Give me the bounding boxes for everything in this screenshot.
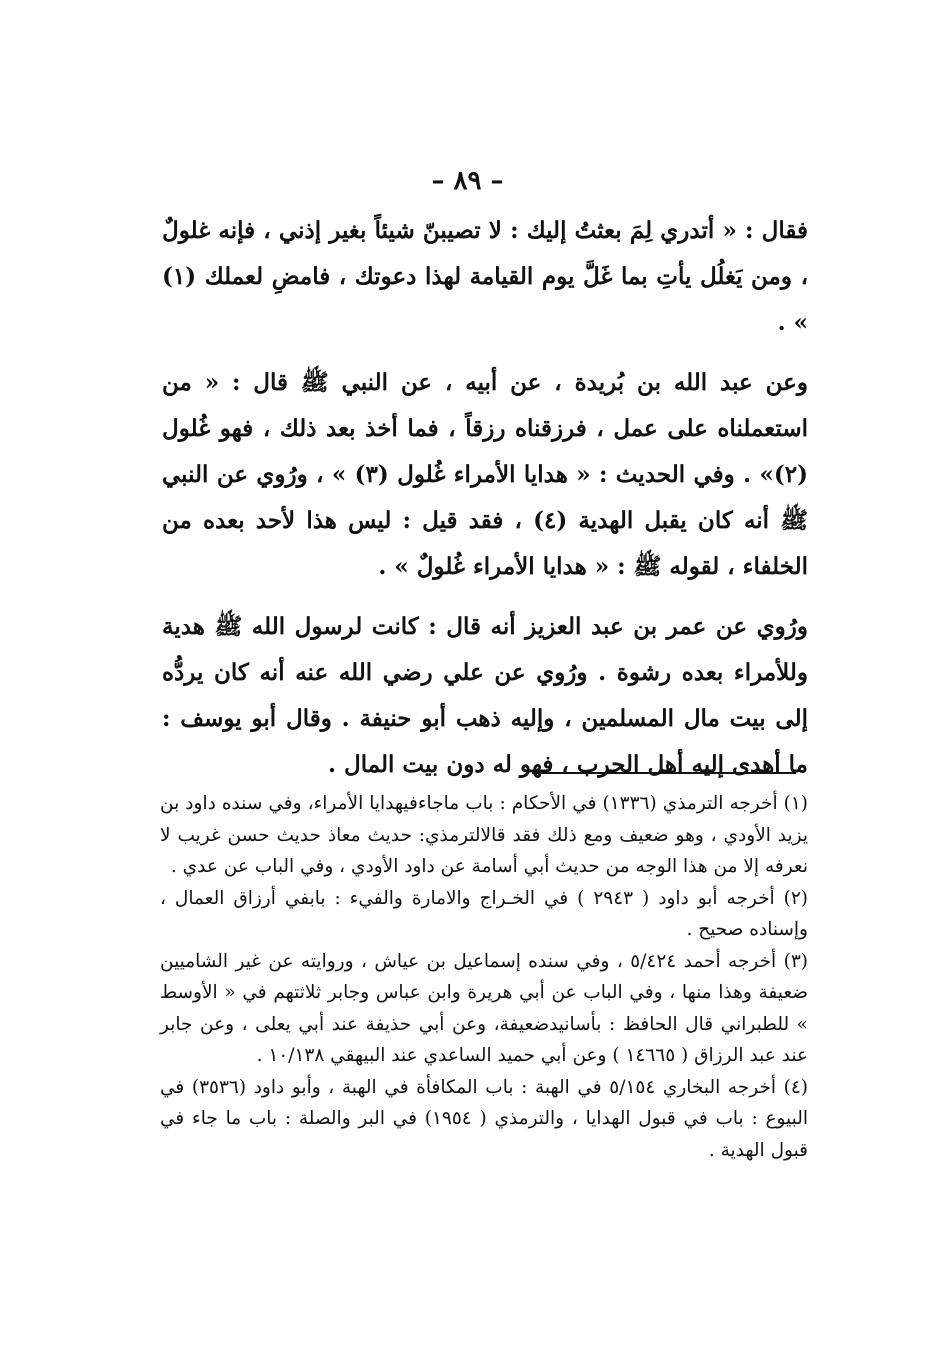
paragraph-2: وعن عبد الله بن بُريدة ، عن أبيه ، عن النبي ﷺ قال : « من استعملناه على عمل ، فرزقناه رزقاً ، فما أخذ بعد ذلك ، فهو غُلول (٢)» . وفي الحديث : « هدايا الأمراء غُلول (٣) » ، ورُوي عن النبي ﷺ أنه كان يقبل الهدية (٤) ، فقد قيل : ليس هذا لأحد بعده من الخلفاء ، لقوله ﷺ : « هدايا الأمراء غُلولٌ » . <box>162 369 809 580</box>
paragraph-1: فقال : « أتدري لِمَ بعثتُ إليك : لا تصيبنّ شيئاً بغير إذني ، فإنه غلولٌ ، ومن يَغلُل يأتِ بما غَلَّ يوم القيامة لهذا دعوتك ، فامضِ لعملك (١) » . <box>162 217 808 336</box>
page-number: – ٨٩ – <box>431 166 504 196</box>
footnote-1: (١) أخرجه الترمذي (١٣٣٦) في الأحكام : باب ماجاءفيهدايا الأمراء، وفي سنده داود بن يزيد الأودي ، وهو ضعيف ومع ذلك فقد قالالترمذي: حديث معاذ حديث حسن غريب لا نعرفه إلا من هذا الوجه من حديث أبي أسامة عن داود الأودي ، وفي الباب عن عدي . <box>160 793 808 877</box>
footnote-4: (٤) أخرجه البخاري ٥/١٥٤ في الهبة : باب المكافأة في الهبة ، وأبو داود (٣٥٣٦) في البيوع : باب في قبول الهدايا ، والترمذي ( ١٩٥٤) في البر والصلة : باب ما جاء في قبول الهدية . <box>160 1076 808 1161</box>
footnote-2: (٢) أخرجه أبو داود ( ٢٩٤٣ ) في الخـراج والامارة والفيء : بابفي أرزاق العمال ، وإسناده صحيح . <box>160 887 808 940</box>
footnotes <box>160 788 808 1166</box>
footnote-divider <box>532 772 796 774</box>
footnote-3: (٣) أخرجه أحمد ٥/٤٢٤ ، وفي سنده إسماعيل بن عياش ، وروايته عن غير الشاميين ضعيفة وهذا منها ، وفي الباب عن أبي هريرة وابن عباس وجابر ثلاثتهم في « الأوسط » للطبراني قال الحافظ : بأسانيدضعيفة، وعن أبي حذيفة عند أبي يعلى ، وعن جابر عند عبد الرزاق ( ١٤٦٦٥ ) وعن أبي حميد الساعدي عند البيهقي ١٠/١٣٨ . <box>160 950 808 1066</box>
paragraph-3: ورُوي عن عمر بن عبد العزيز أنه قال : كانت لرسول الله ﷺ هدية وللأمراء بعده رشوة . ورُوي عن علي رضي الله عنه أنه كان يردُّه إلى بيت مال المسلمين ، وإليه ذهب أبو حنيفة . وقال أبو يوسف : ما أهدى إليه أهل الحرب ، فهو له دون بيت المال . <box>162 613 808 778</box>
main-text <box>162 208 808 788</box>
